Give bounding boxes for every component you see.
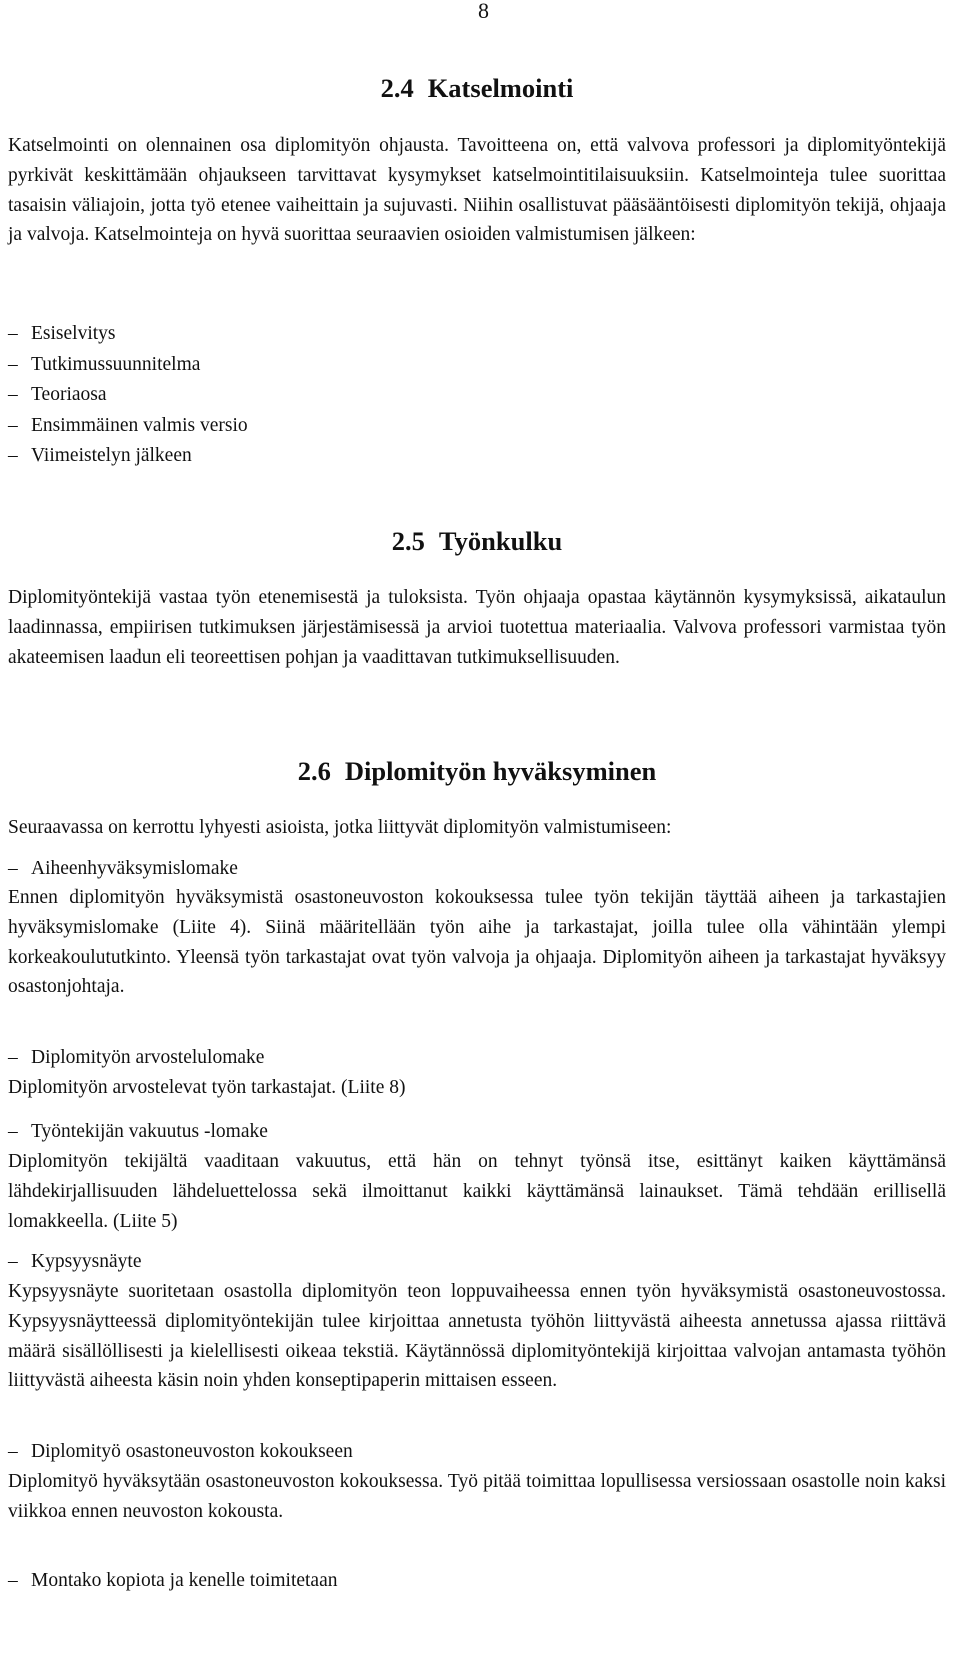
approval-item-text: Kypsyysnäyte suoritetaan osastolla diplomityön teon loppuvaiheessa ennen työn hyväksymistä osastoneuvostossa. Kypsyysnäytteessä diplomityöntekijän tulee kirjoittaa annetusta työhön liittyvästä aiheesta annetussa ajassa riittävä määrä sisällöllisesti ja kielellisesti oikeaa tekstiä. Käytännössä diplomityöntekijä kirjoittaa valvojan antamasta työhön liittyvästä aiheesta käsin noin yhden konseptipaperin mittaisen esseen.	[8, 1281, 946, 1392]
paragraph-hyvaksyminen-intro: Seuraavassa on kerrottu lyhyesti asioista, jotka liittyvät diplomityön valmistumiseen:	[8, 817, 672, 838]
section-title: Diplomityön hyväksyminen	[344, 756, 657, 786]
list-item: – Viimeistelyn jälkeen	[8, 441, 946, 472]
dash-bullet: –	[8, 414, 18, 436]
section-number: 2.5	[391, 526, 425, 556]
dash-bullet: –	[8, 1251, 18, 1272]
section-title: Työnkulku	[438, 526, 563, 556]
paragraph-katselmointi: Katselmointi on olennainen osa diplomityön ohjausta. Tavoitteena on, että valvova professori ja diplomityöntekijä pyrkivät keskittämään ohjaukseen tarvittavat kysymykset katselmointitilaisuuksiin. Katselmointeja tulee suorittaa tasaisin väliajoin, jotta työ etenee vaiheittain ja sujuvasti. Niihin osallistuvat pääsääntöisesti diplomityön tekijä, ohjaaja ja valvoja. Katselmointeja on hyvä suorittaa seuraavien osioiden valmistumisen jälkeen:	[8, 135, 946, 246]
approval-item-title: – Aiheenhyväksymislomake	[8, 854, 238, 884]
section-heading-2-5	[8, 525, 946, 557]
approval-item-text: Diplomityö hyväksytään osastoneuvoston kokouksessa. Työ pitää toimittaa lopullisessa versiossaan osastolle noin kaksi viikkoa ennen neuvoston kokousta.	[8, 1471, 946, 1522]
approval-item-title: – Työntekijän vakuutus -lomake	[8, 1117, 268, 1147]
approval-item-title: – Diplomityö osastoneuvoston kokoukseen	[8, 1437, 353, 1467]
approval-item-title: – Diplomityön arvostelulomake	[8, 1043, 264, 1073]
dash-bullet: –	[8, 384, 18, 406]
dash-bullet: –	[8, 353, 18, 375]
dash-bullet: –	[8, 323, 18, 344]
section-title: Katselmointi	[427, 73, 574, 103]
list-item: – Tutkimussuunnitelma	[8, 350, 946, 381]
section-heading-2-4	[8, 72, 946, 104]
approval-item-text: Ennen diplomityön hyväksymistä osastoneuvoston kokouksessa tulee työn tekijän täyttää aiheen ja tarkastajien hyväksymislomake (Liite 4). Siinä määritellään työn aihe ja tarkastajat, joilla tulee olla vähintään ylempi korkeakoulututkinto. Yleensä työn tarkastajat ovat työn valvoja ja ohjaaja. Diplomityön aiheen ja tarkastajat hyväksyy osastonjohtaja.	[8, 887, 946, 998]
paragraph-tyonkulku: Diplomityöntekijä vastaa työn etenemisestä ja tuloksista. Työn ohjaaja opastaa käytännön kysymyksissä, aikataulun laadinnassa, empiirisen tutkimuksen järjestämisessä ja arvioi tuotettua materiaalia. Valvova professori varmistaa työn akateemisen laadun eli teoreettisen pohjan ja vaadittavan tutkimuksellisuuden.	[8, 587, 946, 668]
dash-bullet: –	[8, 858, 18, 879]
approval-item-title: – Montako kopiota ja kenelle toimitetaan	[8, 1566, 338, 1596]
section-number: 2.4	[380, 73, 414, 103]
approval-item-text: Diplomityön tekijältä vaaditaan vakuutus, että hän on tehnyt työnsä itse, esittänyt kaiken käyttämänsä lähdekirjallisuuden lähdeluettelossa sekä ilmoittanut kaikki käyttämänsä lainaukset. Tämä tehdään erillisellä lomakkeella. (Liite 5)	[8, 1151, 946, 1232]
list-item: – Teoriaosa	[8, 380, 946, 411]
review-stage-list	[8, 319, 946, 472]
dash-bullet: –	[8, 1441, 18, 1462]
document-page	[8, 0, 946, 1675]
dash-bullet: –	[8, 1570, 18, 1591]
dash-bullet: –	[8, 1047, 18, 1068]
section-number: 2.6	[297, 756, 331, 786]
list-item: – Esiselvitys	[8, 319, 946, 350]
approval-item-title: – Kypsyysnäyte	[8, 1247, 142, 1277]
approval-item-text: Diplomityön arvostelevat työn tarkastajat. (Liite 8)	[8, 1077, 406, 1098]
section-heading-2-6	[8, 755, 946, 787]
dash-bullet: –	[8, 445, 18, 467]
page-number: 8	[478, 0, 489, 23]
list-item: – Ensimmäinen valmis versio	[8, 411, 946, 442]
dash-bullet: –	[8, 1121, 18, 1142]
